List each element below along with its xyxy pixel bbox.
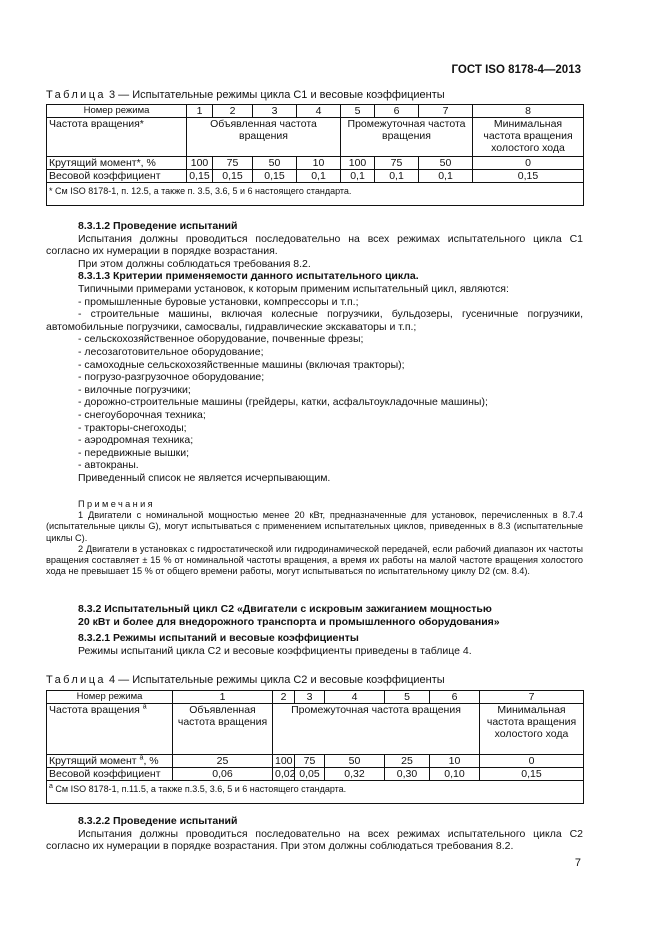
table4-torque: 25: [385, 755, 430, 768]
table3-weight: 0,15: [253, 170, 297, 183]
table3-torque: 0: [473, 157, 584, 170]
table3-mode: 5: [341, 105, 375, 118]
table3-torque: 50: [419, 157, 473, 170]
footnote-marker: а: [139, 754, 144, 762]
table4-torque: 100: [273, 755, 295, 768]
table3-footnote: * См ISO 8178-1, п. 12.5, а также п. 3.5, 3.6, 5 и 6 настоящего стандарта.: [47, 183, 584, 206]
list-item: - сельскохозяйственное оборудование, почвенные фрезы;: [78, 333, 364, 346]
paragraph: Испытания должны проводиться последовательно на всех режимах испытательного цикла С2 согласно их нумерации в порядке возрастания. При этом должны соблюдаться требования 8.2.: [46, 827, 583, 853]
section-heading: 8.3.2.2 Проведение испытаний: [78, 815, 238, 827]
table3-torque-label: Крутящий момент*, %: [47, 157, 187, 170]
table3-weight: 0,1: [375, 170, 419, 183]
table4-weight: 0,06: [173, 768, 273, 781]
table3-torque: 100: [341, 157, 375, 170]
table4-weight: 0,10: [430, 768, 480, 781]
table3-torque: 50: [253, 157, 297, 170]
table3-weight: 0,15: [473, 170, 584, 183]
table4-speed-label-text: Частота вращения: [49, 704, 140, 716]
table3-title-label: Таблица: [46, 89, 106, 101]
section-heading: 8.3.2.1 Режимы испытаний и весовые коэффициенты: [78, 632, 359, 645]
section-heading: 20 кВт и более для внедорожного транспорта и промышленного оборудования»: [78, 615, 500, 628]
list-item: - передвижные вышки;: [78, 446, 190, 459]
table4-speed-label: [47, 704, 173, 755]
section-heading: 8.3.2 Испытательный цикл С2 «Двигатели с искровым зажиганием мощностью: [78, 603, 492, 615]
table3-weight: 0,15: [213, 170, 253, 183]
table4-title-text: 4 — Испытательные режимы цикла С2 и весовые коэффициенты: [105, 674, 445, 686]
table4-mode: 2: [273, 691, 295, 704]
list-item: - тракторы-снегоходы;: [78, 421, 187, 434]
table3-torque: 75: [375, 157, 419, 170]
paragraph: Режимы испытаний цикла С2 и весовые коэффициенты приведены в таблице 4.: [78, 644, 472, 657]
list-item: - вилочные погрузчики;: [78, 383, 191, 396]
table3-torque: 10: [297, 157, 341, 170]
table4-torque: 75: [295, 755, 325, 768]
table4-torque-unit: , %: [143, 755, 159, 767]
table4-speed-intermediate: Промежуточная частота вращения: [273, 704, 480, 755]
table4-weight: 0,15: [480, 768, 584, 781]
table4: [46, 690, 584, 804]
table3-weight-label: Весовой коэффициент: [47, 170, 187, 183]
footnote-marker: а: [49, 783, 53, 790]
list-item: - погрузо-разгрузочное оборудование;: [78, 371, 265, 384]
table3-mode-row: [47, 105, 584, 118]
table4-weight: 0,05: [295, 768, 325, 781]
table4-torque: 25: [173, 755, 273, 768]
table4-weight: 0,32: [325, 768, 385, 781]
list-item: - самоходные сельскохозяйственные машины (включая тракторы);: [78, 358, 405, 371]
note-item: 1 Двигатели с номинальной мощностью менее 20 кВт, предназначенные для установок, перечисленных в 8.7.4 (испытательные циклы G), могут испытываться с применением испытательных циклов, приведенных в 8.3 (испытательные циклы С).: [46, 510, 583, 543]
standard-header: ГОСТ ISO 8178-4—2013: [451, 64, 581, 76]
table4-footnote-text: См ISO 8178-1, п.11.5, а также п.3.5, 3.6, 5 и 6 настоящего стандарта.: [55, 784, 347, 794]
table4-mode: 6: [430, 691, 480, 704]
list-item: - промышленные буровые установки, компрессоры и т.п.;: [78, 295, 359, 308]
table4-weight-row: [47, 768, 584, 781]
table4-torque-label-text: Крутящий момент: [49, 755, 137, 767]
list-item: - автокраны.: [78, 459, 139, 472]
table3-weight: 0,1: [341, 170, 375, 183]
table3-footnote-row: [47, 183, 584, 206]
section-8322: [46, 815, 583, 853]
table4-torque: 10: [430, 755, 480, 768]
table3-weight: 0,1: [297, 170, 341, 183]
table3-speed-label: Частота вращения*: [47, 118, 187, 157]
table3-mode: 4: [297, 105, 341, 118]
table4-mode-label: Номер режима: [47, 691, 173, 704]
table3-weight: 0,1: [419, 170, 473, 183]
notes-block: [46, 499, 583, 577]
table4-footnote-row: [47, 781, 584, 804]
notes-title: [46, 499, 583, 510]
table3-mode: 3: [253, 105, 297, 118]
table4-speed-idle: Минимальная частота вращения холостого хода: [480, 704, 584, 755]
table3-mode: 7: [419, 105, 473, 118]
table4-title: [46, 674, 445, 686]
table3-torque: 75: [213, 157, 253, 170]
table4-mode: 5: [385, 691, 430, 704]
table3: [46, 104, 584, 206]
table4-speed-rated: Объявленная частота вращения: [173, 704, 273, 755]
notes-title-text: Примечания: [78, 499, 156, 509]
section-heading: 8.3.1.2 Проведение испытаний: [78, 220, 238, 232]
table3-title-text: 3 — Испытательные режимы цикла С1 и весовые коэффициенты: [105, 89, 445, 101]
table4-footnote: [47, 781, 584, 804]
table4-weight-label: Весовой коэффициент: [47, 768, 173, 781]
list-item: - лесозаготовительное оборудование;: [78, 345, 264, 358]
page-number: 7: [574, 857, 581, 869]
table4-torque: 0: [480, 755, 584, 768]
paragraph: При этом должны соблюдаться требования 8.2.: [78, 257, 311, 270]
table4-mode: 1: [173, 691, 273, 704]
paragraph: Типичными примерами установок, к которым применим испытательный цикл, являются:: [78, 282, 509, 295]
section-heading: 8.3.1.3 Критерии применяемости данного испытательного цикла.: [78, 270, 419, 283]
note-item: 2 Двигатели в установках с гидростатической или гидродинамической передачей, если рабочий диапазон их частоты вращения составляет ± 15 % от номинальной частоты вращения, а время их работы на малой частоте вращения холостого хода не превышает 15 % от общего времени работы, могут испытываться по испытательному циклу D2 (см. 8.4).: [46, 543, 583, 577]
table4-mode: 3: [295, 691, 325, 704]
table3-torque-row: [47, 157, 584, 170]
table4-weight: 0,02: [273, 768, 295, 781]
table3-mode: 8: [473, 105, 584, 118]
list-item: - снегоуборочная техника;: [78, 408, 206, 421]
list-item: - дорожно-строительные машины (грейдеры, катки, асфальтоукладочные машины);: [78, 396, 488, 409]
table3-mode-label: Номер режима: [47, 105, 187, 118]
table4-torque: 50: [325, 755, 385, 768]
table3-title: [46, 89, 445, 101]
table3-speed-intermediate: Промежуточная частота вращения: [341, 118, 473, 157]
table3-torque: 100: [187, 157, 213, 170]
section-8312-8313: [46, 220, 583, 484]
footnote-marker: а: [142, 703, 147, 711]
table4-weight: 0,30: [385, 768, 430, 781]
list-item: - аэродромная техника;: [78, 434, 194, 447]
table3-speed-rated: Объявленная частота вращения: [187, 118, 341, 157]
table4-torque-row: [47, 755, 584, 768]
table3-mode: 1: [187, 105, 213, 118]
section-832: [46, 603, 583, 657]
paragraph: Приведенный список не является исчерпывающим.: [78, 471, 331, 484]
table4-mode-row: [47, 691, 584, 704]
paragraph: Испытания должны проводиться последовательно на всех режимах испытательного цикла С1 согласно их нумерации в порядке возрастания.: [46, 232, 583, 258]
table4-speed-row: [47, 704, 584, 755]
table3-weight: 0,15: [187, 170, 213, 183]
table4-mode: 7: [480, 691, 584, 704]
table3-mode: 2: [213, 105, 253, 118]
table3-mode: 6: [375, 105, 419, 118]
table4-title-label: Таблица: [46, 674, 106, 686]
table4-mode: 4: [325, 691, 385, 704]
table3-weight-row: [47, 170, 584, 183]
table3-speed-row: [47, 118, 584, 157]
table3-speed-idle: Минимальная частота вращения холостого хода: [473, 118, 584, 157]
list-item: - строительные машины, включая колесные погрузчики, бульдозеры, гусеничные погрузчики, автомобильные погрузчики, самосвалы, гидравлические экскаваторы и т.п.;: [46, 308, 583, 333]
table4-torque-label: [47, 755, 173, 768]
